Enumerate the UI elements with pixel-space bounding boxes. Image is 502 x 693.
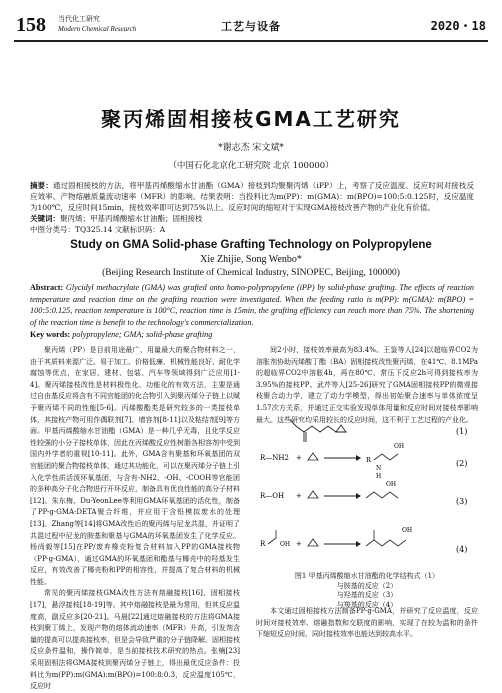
- body-paragraph: 间2小时，接枝效率最高为83.4%。王鉴等人[24]以超临界CO2为溶胀剂协助丙烯酸丁酯（BA）固相接枝改性聚丙烯，在41℃、8.1MPa的超临界CO2中溶胀4h，再在80℃、常压下反应2h可得到接枝率为3.95%的接枝PP。武芹等人[25-26]研究了GMA固相接枝PP的微观接枝聚合动力学，建立了动力学模型，得出初始聚合速率与单体浓度呈1.57次方关系，并通过正交实验发现单体用量和反应时间对接枝率影响最大。这些研究均采用较长的反应时间，这不利于工艺过程的产业化。: [256, 346, 478, 424]
- section-title: 工艺与设备: [221, 20, 281, 33]
- header-rule: [14, 40, 488, 42]
- body-right-column-lower: [256, 606, 478, 641]
- english-abstract-label: Abstract:: [30, 283, 64, 292]
- product-oh-4: OH: [402, 527, 413, 534]
- keywords-cn: [30, 213, 474, 224]
- english-abstract: [30, 282, 474, 328]
- keywords-text: 聚丙烯；甲基丙烯酸缩水甘油酯；固相接枝: [60, 214, 203, 223]
- epoxide-ring: [308, 453, 318, 460]
- product-chain: [374, 454, 398, 460]
- english-authors: Xie Zhijie, Song Wenbo*: [200, 254, 302, 265]
- figure-caption: 图1 甲基丙烯酸缩水甘油酯的化学结构式（1） 与胺基的反应（2） 与羟基的反应（3） 与羧基的反应（4）: [294, 572, 440, 609]
- arrow-head: [356, 541, 361, 547]
- english-keywords-label: Key words:: [30, 330, 71, 339]
- english-keywords-text: polypropylene; GMA; solid-phase grafting: [72, 330, 213, 339]
- product-oh-3: OH: [386, 481, 397, 488]
- authors: *谢志杰 宋文斌*: [218, 143, 284, 153]
- product-chain: [366, 492, 398, 498]
- english-abstract-text: Glycidyl methacrylate (GMA) was grafted onto homo-polypropylene (iPP) by solid-phase grafting. The effects of reaction temperature and reaction time on the grafting reaction were investigated. When the feeding ratio is m(PP): m(GMA): m(BPO) = 100:5:0.125, reaction temperature is 100°C, reaction time is 15min, the grafting efficiency can reach more than 75%. The shortening of the reaction time is benefit to the technology's commercialization.: [30, 283, 474, 327]
- label-2: (2): [456, 459, 468, 468]
- label-4: (4): [456, 545, 468, 554]
- product-h: H: [376, 473, 382, 480]
- page-header: [0, 0, 502, 44]
- issue-number: 2020・18: [430, 19, 486, 33]
- english-affiliation: (Beijing Research Institute of Chemical Industry, SINOPEC, Beijing, 100000): [102, 268, 400, 278]
- arrow-head: [356, 493, 361, 499]
- reagent-hydroxyl: R—OH: [260, 492, 285, 500]
- gma-structure: [290, 420, 346, 442]
- keywords-label: 关键词：: [30, 214, 60, 223]
- epoxide-ring: [308, 491, 318, 498]
- label-r: R: [366, 456, 371, 464]
- body-paragraph: 聚丙烯（PP）是目前用途最广、用量最大的聚合物材料之一，由于其质料来源广泛、易于加工、价格低廉、机械性能良好、耐化学腐蚀等优点，在家居、建材、包装、汽车等领域得到广泛应用[1-4]。聚丙烯接枝改性是材料极性化、功能化的有效方法，主要是通过自由基反应将含有不同官能团的化合物引入到聚丙烯分子链上以赋予聚丙烯不同的性能[5-6]。丙烯酸酯类是研究较多的一类接枝单体，其接枝产物可用作偶联剂[7]、增容剂[8-11]以及粘结剂[9]等方面。甲基丙烯酸缩水甘油酯（GMA）是一种几乎无毒，且化学反应性较强的小分子接枝单体，因此在丙烯酸反应性树脂各相容剂中受到国内外学者的重视[10-11]。此外，GMA含有聚基和环氧基团的双官能团的聚合物接枝单体，通过其功能化，可以在聚丙烯分子链上引入化学性质活泼环氧基团，与含有-NH2、-OH、-COOH等官能团的多种高分子化合物进行开环反应，制备具有优良性能的高分子材料[12]。朱东梅、Du-YeonLee等利用GMA环氧基团的活化性，制备了PP-g-GMA-DETA聚合纤维，并应用于含铅模拟废水的处理[13]。Zhang等[14]将GMA改性后的聚丙烯与尼龙共混，并证明了共混过程中尼龙的胺基和聚基与GMA的环氧基团发生了化学反应。杨尚毅等[15]在PP/废弃橡壳粉复合材料加入PP的GMA接枝物（PP-g-GMA），通过GMA的环氧基团和酯基与椰壳中的羟基发生反应，有效改善了椰壳粉和PP的相容性，并提高了复合材料的机械性能。: [30, 346, 240, 586]
- reagent-amine: R—NH2: [260, 454, 289, 462]
- classification: 中图分类号：TQ325.14 文献标识码：A: [30, 225, 166, 234]
- reaction-scheme-figure: [256, 418, 478, 570]
- abstract-label: 摘要：: [30, 181, 53, 190]
- acid-oh: OH: [280, 541, 291, 548]
- arrow-head: [356, 455, 361, 461]
- plus-sign: +: [296, 540, 302, 548]
- plus-sign: +: [296, 492, 302, 500]
- body-right-column: [256, 345, 478, 426]
- english-title: Study on GMA Solid-phase Grafting Technology on Polypropylene: [70, 239, 432, 251]
- epoxide-ring: [308, 539, 318, 546]
- acid-structure: [268, 530, 276, 544]
- product-n: N: [376, 465, 382, 472]
- abstract-text: 通过固相接枝的方法，将甲基丙烯酸缩水甘油酯（GMA）接枝到均聚聚丙烯（iPP）上，考察了反应温度、反应时间对接枝反应效率、产物熔融质量流动速率（MFR）的影响。结果表明：当投料比为m(PP)：m(GMA)：m(BPO)=100:5:0.125时，反应温度为100℃，反应时间15min，接枝效率即可达到75%以上。反应时间的缩短对于实现GMA接枝改善产物的产业化有价值。: [30, 181, 474, 212]
- article-title: 聚丙烯固相接枝GMA工艺研究: [101, 107, 401, 131]
- journal-name-cn: 当代化工研究: [58, 15, 100, 23]
- affiliation: （中国石化北京化工研究院 北京 100000）: [168, 161, 334, 171]
- reagent-acid: R: [260, 540, 266, 548]
- plus-sign: +: [296, 454, 302, 462]
- journal-name-en: Modern Chemical Research: [58, 25, 137, 33]
- body-paragraph: 常见的聚丙烯接枝GMA改性方法有熔融接枝[16]，固相接枝[17]，悬浮接枝[18-19]等。其中熔融接枝是最为常用，但其反应温度高，副反应多[20-21]。马晨[22]通过熔融接枝的方法将GMA接枝到聚丁烯上，发现产物的熔体流动速率（MFR）升高，引发剂含量的提高可以提高接枝率，但是会导致严重的分子链降解。固相接枝反应条件温和，操作简单，是当前接枝技术研究的热点。张楠[23]采用固相法将GMA接枝到聚丙烯分子链上，得出最优反应条件：投料比为m(PP):m(GMA):m(BPO)=100:8:0.3，反应温度105℃，反应时: [30, 589, 240, 691]
- page-number: 158: [16, 14, 46, 36]
- label-3: (3): [456, 497, 468, 506]
- body-left-column: [30, 345, 240, 693]
- product-chain: [366, 540, 406, 546]
- abstract-cn: [30, 180, 474, 213]
- product-oh-2: OH: [394, 443, 405, 450]
- english-keywords: [30, 330, 474, 339]
- label-1: (1): [456, 427, 468, 436]
- body-paragraph: 本文通过固相接枝方法制备PP-g-GMA，并研究了反应温度，反应时间对接枝效率、熔融指数和交联度的影响，实现了在较为温和的条件下缩短反应时间，同时接枝效率也能达到较高水平。: [256, 607, 478, 639]
